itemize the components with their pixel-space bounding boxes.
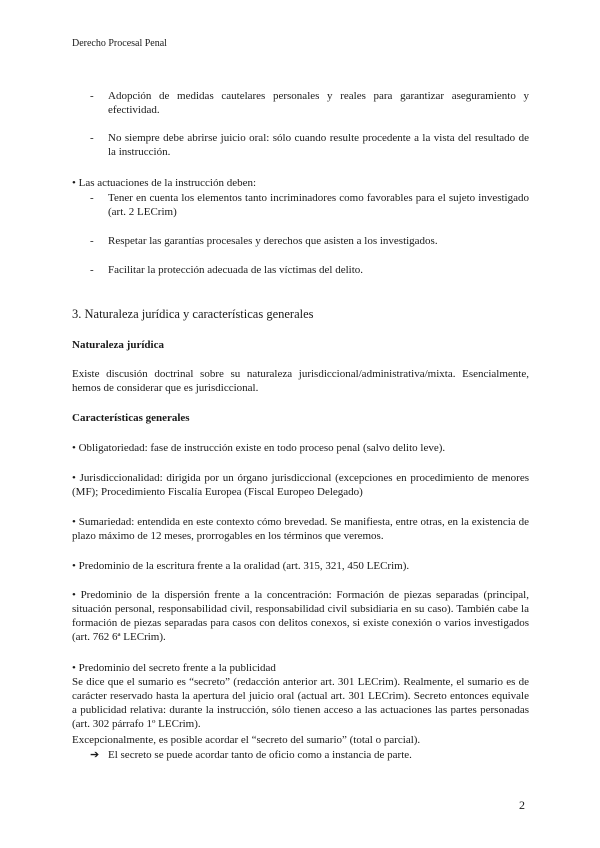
caracteristica-item: • Jurisdiccionalidad: dirigida por un órgano jurisdiccional (excepciones en procedimiento de menores (MF); Procedimiento Fiscalía Europea (Fiscal Europeo Delegado) [72,472,529,498]
list-item [90,89,529,117]
secreto-excepcion: Excepcionalmente, es posible acordar el “secreto del sumario” (total o parcial). [72,734,421,746]
arrow-list-item [90,748,529,762]
list-item [90,191,529,219]
list-item [90,131,529,159]
caracteristica-item: • Sumariedad: entendida en este contexto cómo brevedad. Se manifiesta, entre otras, en la existencia de plazo máximo de 12 meses, prorrogables en los términos que veremos. [72,516,529,542]
list-item-text: Adopción de medidas cautelares personales y reales para garantizar aseguramiento y efectividad. [108,90,529,116]
dash-bullet: - [90,235,94,247]
arrow-right-icon: ➔ [90,749,100,761]
list-item [90,234,529,248]
caracteristica-item: • Predominio de la dispersión frente a la concentración: Formación de piezas separadas (principal, situación personal, responsabilidad civil, responsabilidad civil subsidiaria en su caso). También cabe la formación de piezas separadas para casos con delitos conexos, si existe conexión o varios investigados (art. 762 6ª LECrim). [72,589,529,643]
list-item-text: Facilitar la protección adecuada de las víctimas del delito. [108,264,364,276]
caracteristica-item: • Obligatoriedad: fase de instrucción existe en todo proceso penal (salvo delito leve). [72,442,446,454]
actuaciones-intro: • Las actuaciones de la instrucción deben: [72,177,257,189]
dash-bullet: - [90,264,94,276]
naturaleza-text: Existe discusión doctrinal sobre su naturaleza jurisdiccional/administrativa/mixta. Esencialmente, hemos de considerar que es jurisdiccional. [72,368,529,394]
dash-bullet: - [90,90,94,102]
section-heading: 3. Naturaleza jurídica y características generales [72,307,314,321]
caracteristica-item: • Predominio de la escritura frente a la oralidad (art. 315, 321, 450 LECrim). [72,560,410,572]
arrow-item-text: El secreto se puede acordar tanto de oficio como a instancia de parte. [108,749,412,761]
list-item-text: No siempre debe abrirse juicio oral: sólo cuando resulte procedente a la vista del resultado de la instrucción. [108,132,529,158]
page-number: 2 [519,798,525,812]
caracteristicas-title: Características generales [72,412,190,424]
naturaleza-title: Naturaleza jurídica [72,339,164,351]
secreto-text: Se dice que el sumario es “secreto” (redacción anterior art. 301 LECrim). Realmente, el sumario es de carácter reservado hasta la apertura del juicio oral (actual art. 301 LECrim). Secreto entonces equivale a publicidad relativa: durante la instrucción, sólo tienen acceso a las actuaciones las partes personadas (art. 302 párrafo 1º LECrim). [72,676,529,730]
dash-bullet: - [90,192,94,204]
list-item-text: Tener en cuenta los elementos tanto incriminadores como favorables para el sujeto investigado (art. 2 LECrim) [108,192,529,218]
list-item-text: Respetar las garantías procesales y derechos que asisten a los investigados. [108,235,438,247]
dash-bullet: - [90,132,94,144]
page-header: Derecho Procesal Penal [72,38,167,49]
secreto-title: • Predominio del secreto frente a la publicidad [72,662,276,674]
list-item [90,263,529,277]
